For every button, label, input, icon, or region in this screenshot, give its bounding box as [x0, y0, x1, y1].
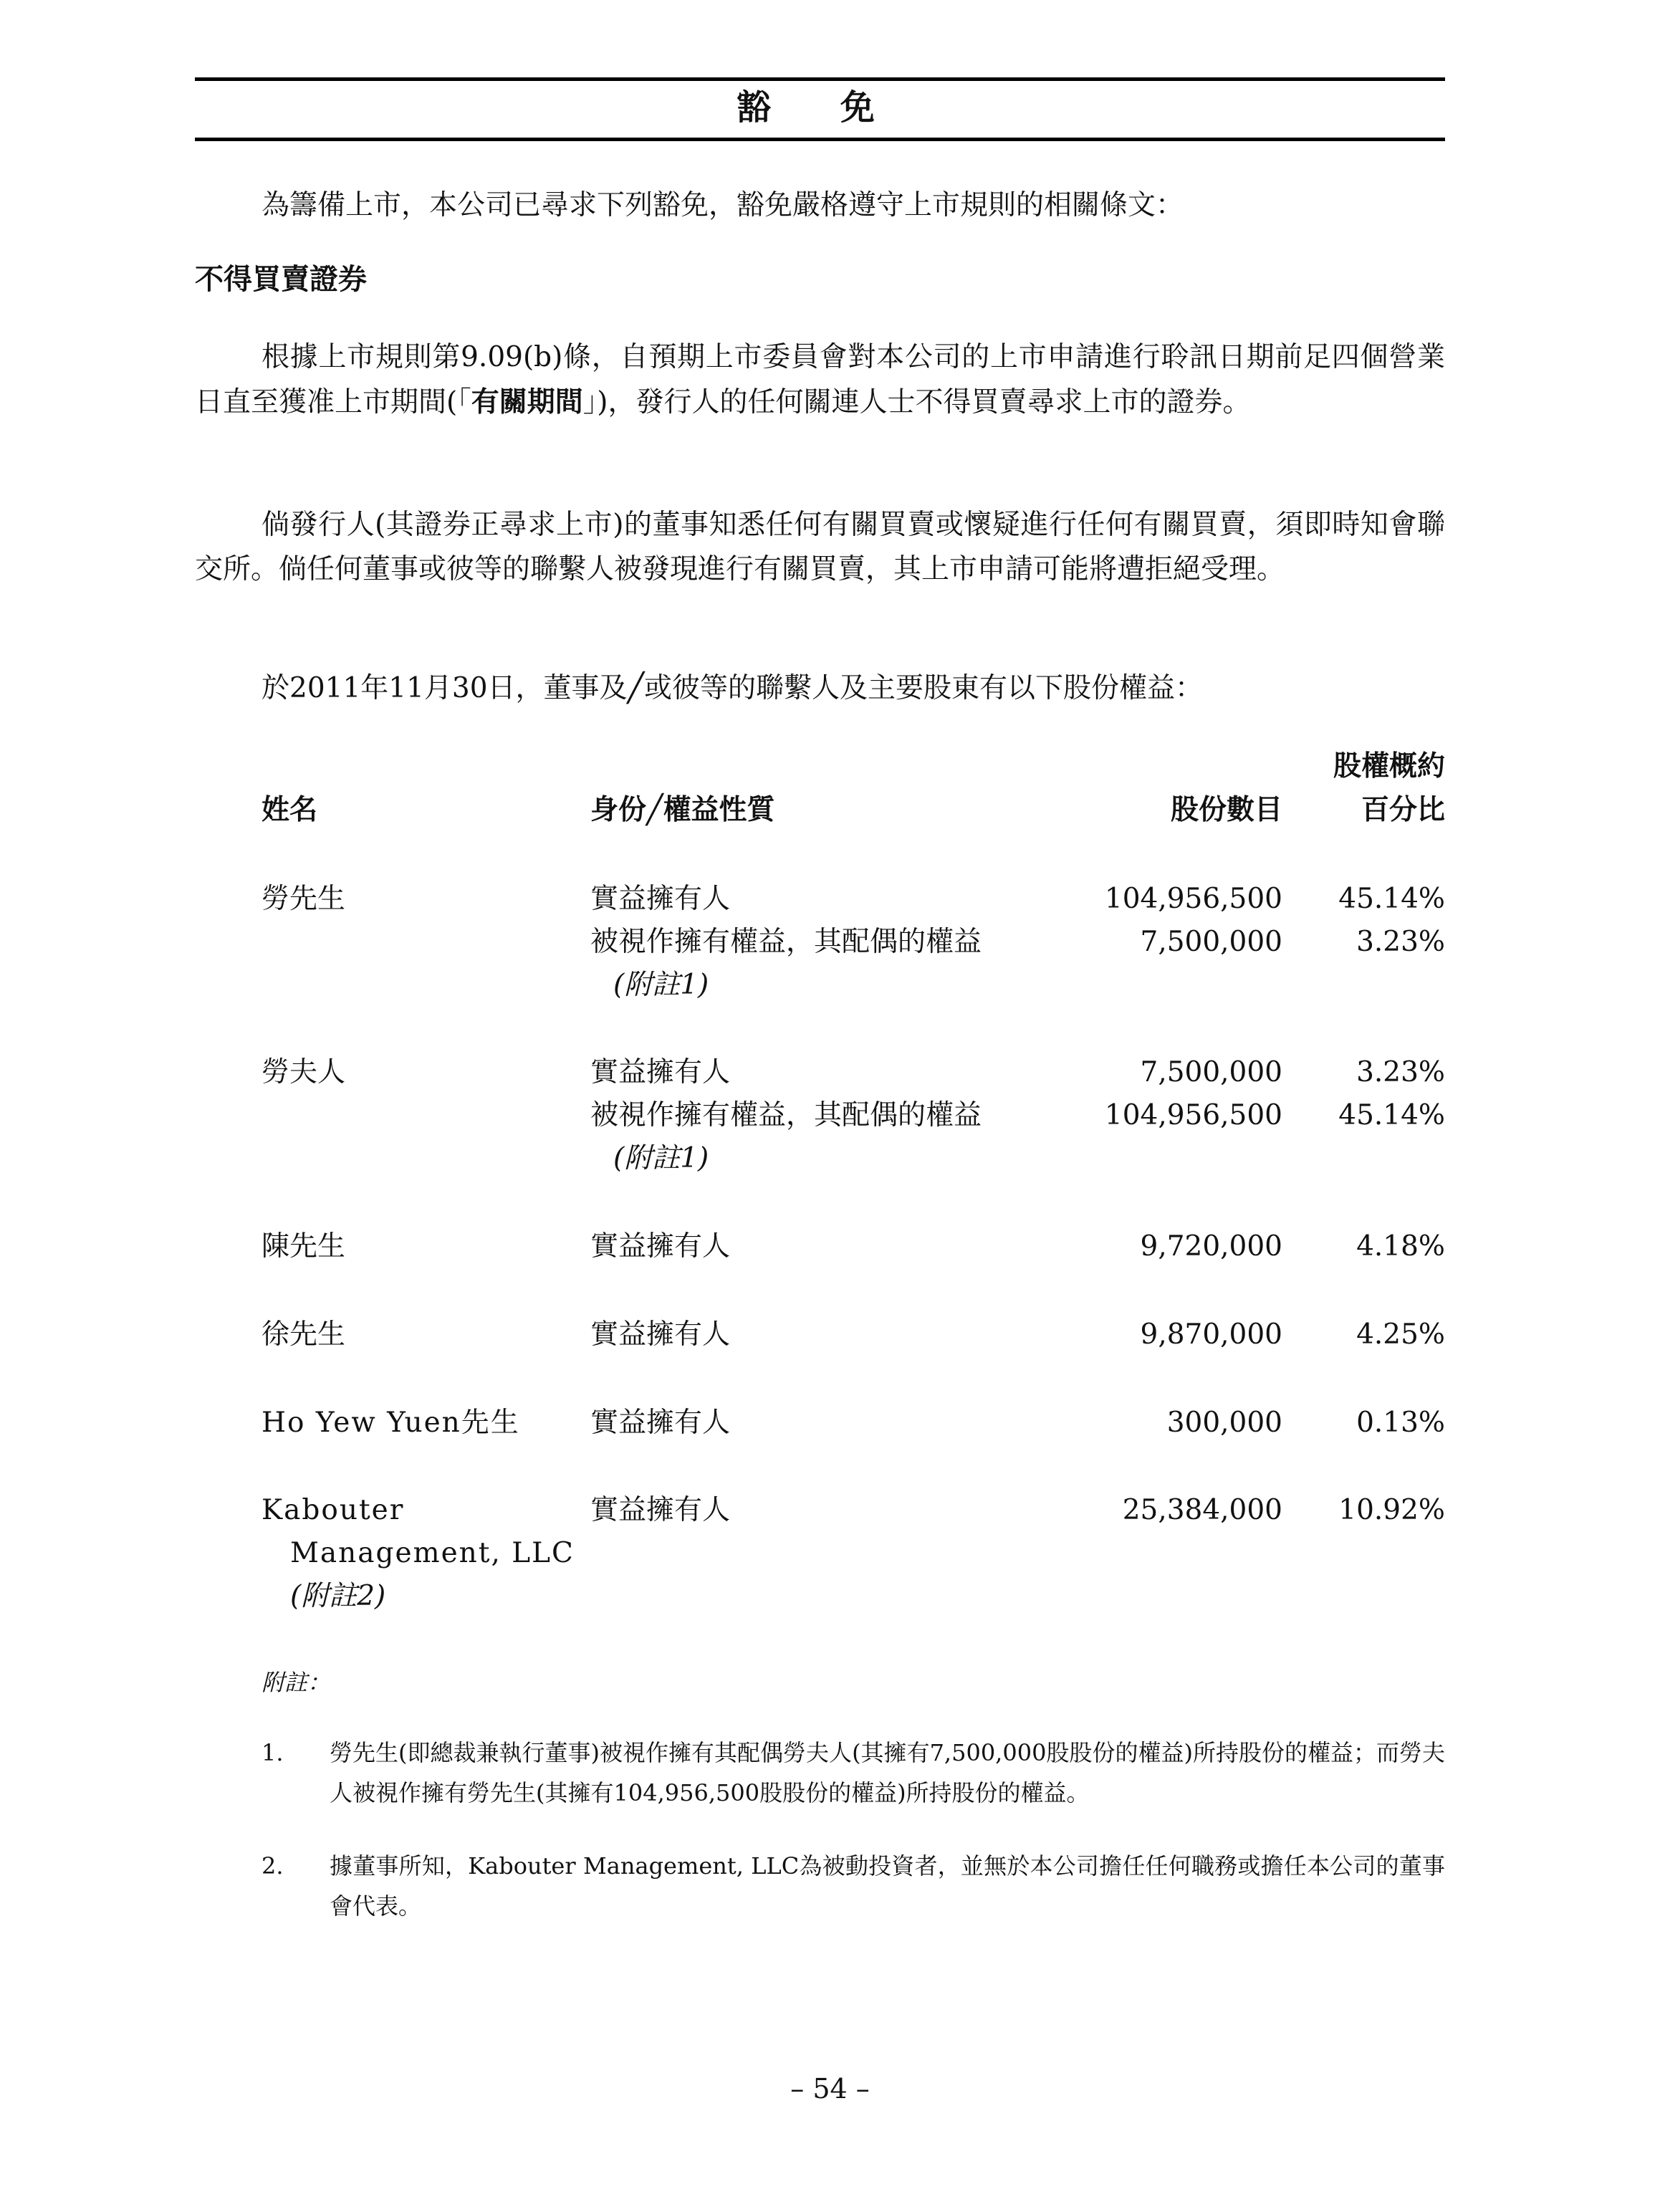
row-percentage: 3.23% [1356, 1056, 1445, 1088]
header-bottom-rule [195, 138, 1445, 141]
row-capacity: 實益擁有人 [590, 883, 731, 915]
header-capacity: 身份╱權益性質 [590, 793, 775, 826]
row-shares: 9,720,000 [1140, 1230, 1282, 1263]
row-name: Kabouter [262, 1494, 405, 1526]
row-shares: 7,500,000 [1140, 926, 1282, 958]
row-percentage: 0.13% [1356, 1407, 1445, 1439]
header-name: 姓名 [262, 793, 318, 826]
defined-term-relevant-period: 有關期間 [471, 386, 583, 418]
note-number: 2. [262, 1852, 284, 1880]
row-shares: 300,000 [1166, 1407, 1282, 1439]
row-shares: 25,384,000 [1122, 1494, 1282, 1526]
section-heading: 不得買賣證券 [195, 262, 367, 296]
paragraph-notification: 倘發行人(其證券正尋求上市)的董事知悉任何有關買賣或懷疑進行任何有關買賣，須即時知會聯交所。倘任何董事或彼等的聯繫人被發現進行有關買賣，其上市申請可能將遭拒絕受理。 [195, 509, 1445, 585]
paragraph-shareholding-intro: 於2011年11月30日，董事及╱或彼等的聯繫人及主要股東有以下股份權益： [262, 672, 1203, 704]
page-title: 豁 免 [737, 87, 903, 128]
row-capacity: 被視作擁有權益，其配偶的權益 [590, 926, 982, 958]
row-percentage: 4.25% [1356, 1318, 1445, 1351]
row-name: 徐先生 [262, 1318, 346, 1351]
header-percentage-line1: 股權概約 [1333, 750, 1445, 782]
row-note-ref: (附註2) [290, 1580, 386, 1612]
row-percentage: 45.14% [1338, 883, 1445, 915]
note-text: 據董事所知，Kabouter Management, LLC為被動投資者，並無於本公司擔任任何職務或擔任本公司的董事會代表。 [330, 1852, 1445, 1920]
row-capacity: 被視作擁有權益，其配偶的權益 [590, 1099, 982, 1131]
row-name: 陳先生 [262, 1230, 346, 1263]
row-capacity: 實益擁有人 [590, 1230, 731, 1263]
header-shares: 股份數目 [1170, 793, 1282, 826]
row-shares: 7,500,000 [1140, 1056, 1282, 1088]
row-percentage: 10.92% [1338, 1494, 1445, 1526]
row-capacity: 實益擁有人 [590, 1056, 731, 1088]
row-percentage: 4.18% [1356, 1230, 1445, 1263]
header-top-rule [195, 77, 1445, 81]
row-name: 勞先生 [262, 883, 346, 915]
row-percentage: 45.14% [1338, 1099, 1445, 1131]
intro-paragraph: 為籌備上市，本公司已尋求下列豁免，豁免嚴格遵守上市規則的相關條文： [262, 189, 1184, 221]
row-name: 勞夫人 [262, 1056, 346, 1088]
paragraph-restriction-text-after: 」)，發行人的任何關連人士不得買賣尋求上市的證券。 [582, 386, 1251, 418]
header-percentage-line2: 百分比 [1361, 793, 1445, 826]
row-name: Ho Yew Yuen先生 [262, 1407, 520, 1439]
row-note-ref: (附註1) [613, 1142, 709, 1174]
row-shares: 104,956,500 [1104, 1099, 1282, 1131]
page-number: – 54 – [790, 2073, 870, 2105]
row-name-line2: Management, LLC [290, 1537, 575, 1569]
row-capacity: 實益擁有人 [590, 1407, 731, 1439]
note-number: 1. [262, 1739, 284, 1766]
paragraph-restriction-text-before: 根據上市規則第9.09(b)條，自預期上市委員會對本公司的上市申請進行聆訊日期前足四個營業日直至獲准上市期間(「 [195, 341, 1445, 418]
note-text: 勞先生(即總裁兼執行董事)被視作擁有其配偶勞夫人(其擁有7,500,000股股份的權益)所持股份的權益；而勞夫人被視作擁有勞先生(其擁有104,956,500股股份的權益)所持股份的權益。 [330, 1739, 1445, 1806]
notes-label: 附註： [262, 1669, 331, 1696]
row-note-ref: (附註1) [613, 969, 709, 1001]
row-shares: 104,956,500 [1104, 883, 1282, 915]
row-percentage: 3.23% [1356, 926, 1445, 958]
row-capacity: 實益擁有人 [590, 1318, 731, 1351]
paragraph-restriction [195, 335, 1445, 425]
row-capacity: 實益擁有人 [590, 1494, 731, 1526]
row-shares: 9,870,000 [1140, 1318, 1282, 1351]
